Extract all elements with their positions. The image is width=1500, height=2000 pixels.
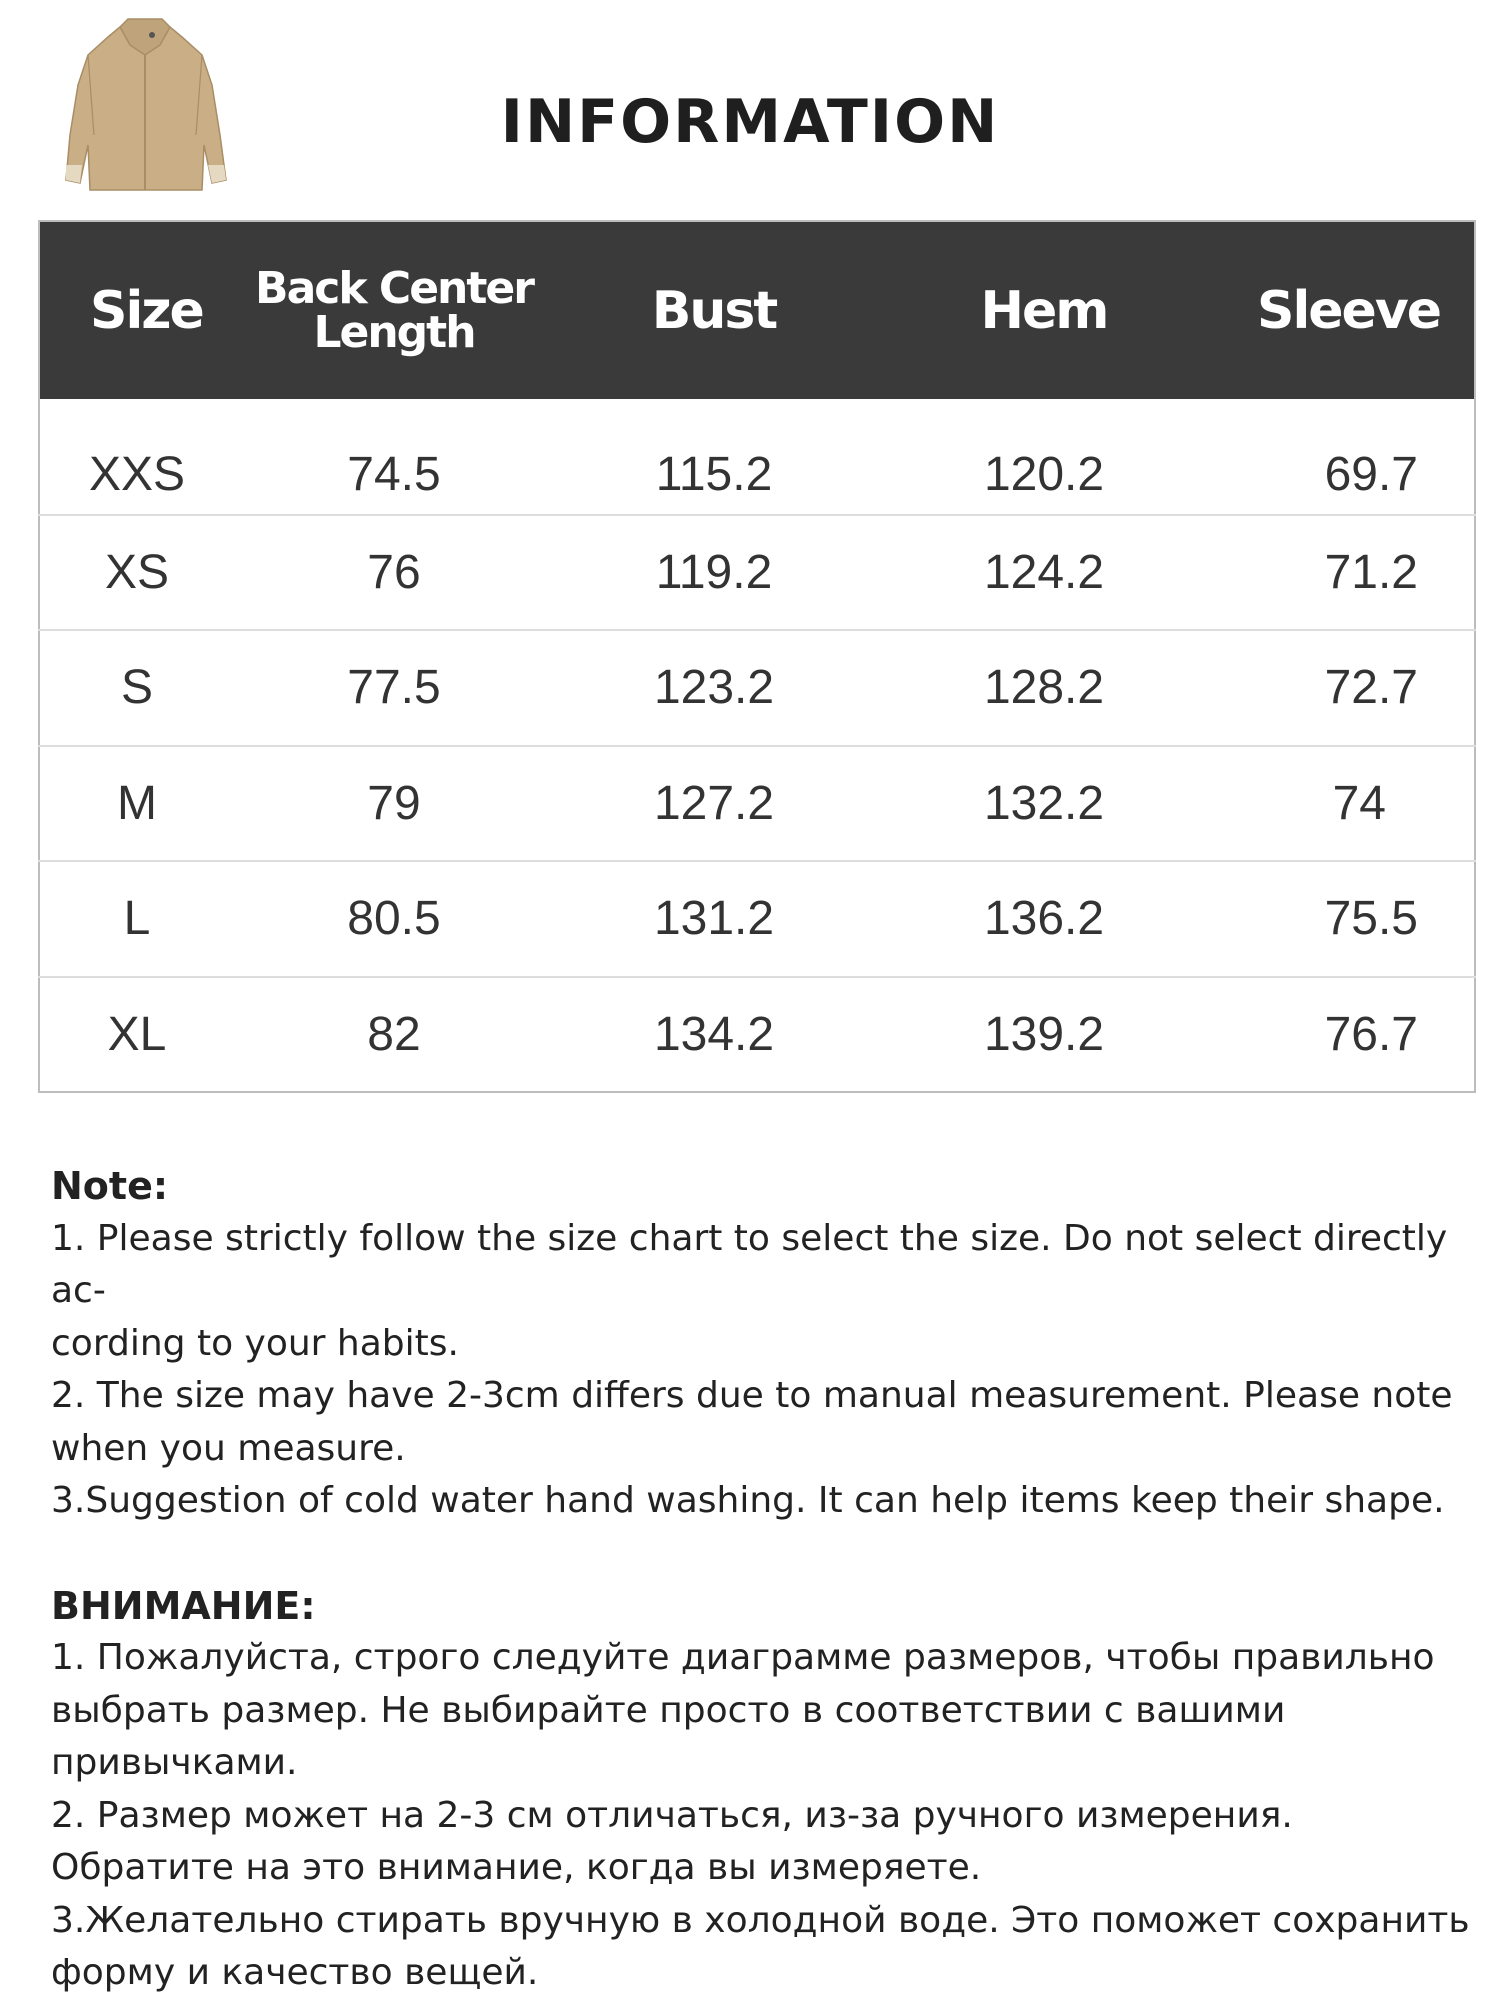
notes-en-line: 2. The size may have 2-3cm differs due to manual measurement. Please note xyxy=(51,1375,1453,1416)
table-header-row xyxy=(39,221,1475,399)
cell-back-center-length: 82 xyxy=(367,1007,421,1061)
notes-ru-line: 1. Пожалуйста, строго следуйте диаграмме размеров, чтобы правильно xyxy=(51,1637,1435,1678)
table-row xyxy=(39,630,1475,746)
cell-hem: 120.2 xyxy=(874,399,1214,515)
cell-back-center-length: 76 xyxy=(234,515,554,631)
page-title: INFORMATION xyxy=(500,87,1000,157)
column-header-hem: Hem xyxy=(980,280,1108,341)
cell-sleeve: 71.2 xyxy=(1214,515,1475,631)
notes-ru-line: Обратите на это внимание, когда вы измеряете. xyxy=(51,1847,982,1888)
cell-sleeve: 69.7 xyxy=(1214,399,1475,515)
notes-en-line: when you measure. xyxy=(51,1427,406,1469)
cell-back-center-length: 80.5 xyxy=(234,861,554,977)
notes-ru-line: привычками. xyxy=(51,1742,298,1783)
table-row xyxy=(39,399,1475,515)
cell-back-center-length: 74.5 xyxy=(234,399,554,515)
notes-en-line: 3.Suggestion of cold water hand washing. It can help items keep their shape. xyxy=(51,1480,1445,1521)
cell-hem: 139.2 xyxy=(983,1007,1105,1061)
table-row xyxy=(39,515,1475,631)
notes-en-line: cording to your habits. xyxy=(51,1322,459,1364)
column-header-back-center-length xyxy=(234,221,554,399)
cell-bust: 119.2 xyxy=(554,515,874,631)
cell-bust: 127.2 xyxy=(554,746,874,862)
notes-ru-heading: ВНИМАНИЕ: xyxy=(51,1583,316,1628)
cell-hem: 136.2 xyxy=(874,861,1214,977)
cell-back-center-length: 77.5 xyxy=(234,630,554,746)
cell-size: XXS xyxy=(39,399,234,515)
cell-bust: 131.2 xyxy=(554,861,874,977)
notes-ru-line: форму и качество вещей. xyxy=(51,1952,539,1993)
cell-size: XS xyxy=(39,515,234,631)
cell-hem: 132.2 xyxy=(874,746,1214,862)
notes-ru-line: выбрать размер. Не выбирайте просто в соответствии с вашими xyxy=(51,1689,1286,1731)
cell-back-center-length: 79 xyxy=(234,746,554,862)
column-header-back-center-line2: Length xyxy=(313,306,475,358)
notes-russian xyxy=(51,1580,1471,2000)
table-row xyxy=(39,977,1475,1093)
notes-english xyxy=(51,1160,1471,1528)
cell-sleeve: 74 xyxy=(1214,746,1475,862)
notes-ru-line: 3.Желательно стирать вручную в холодной воде. Это поможет сохранить xyxy=(51,1899,1470,1941)
cell-bust: 134.2 xyxy=(653,1007,775,1061)
notes-en-heading: Note: xyxy=(51,1164,169,1208)
notes-en-line: 1. Please strictly follow the size chart to select the size. Do not select directly ac- xyxy=(51,1217,1448,1311)
table-row xyxy=(39,746,1475,862)
cell-bust: 115.2 xyxy=(554,399,874,515)
cell-sleeve: 75.5 xyxy=(1214,861,1475,977)
column-header-back-center-line1: Back Center xyxy=(255,262,533,314)
column-header-bust: Bust xyxy=(651,280,777,341)
cell-size: L xyxy=(39,861,234,977)
cell-size: S xyxy=(39,630,234,746)
cell-sleeve: 72.7 xyxy=(1214,630,1475,746)
cell-sleeve: 76.7 xyxy=(1324,1007,1418,1061)
cell-size: XL xyxy=(107,1007,167,1061)
cell-hem: 128.2 xyxy=(874,630,1214,746)
column-header-size: Size xyxy=(90,280,203,341)
cell-size: M xyxy=(39,746,234,862)
notes-ru-line: 2. Размер может на 2-3 см отличаться, из-за ручного измерения. xyxy=(51,1794,1293,1836)
column-header-sleeve: Sleeve xyxy=(1257,280,1440,341)
table-row xyxy=(39,861,1475,977)
cell-bust: 123.2 xyxy=(554,630,874,746)
notes-section xyxy=(51,1160,1471,2000)
cell-hem: 124.2 xyxy=(874,515,1214,631)
size-chart-table xyxy=(38,220,1476,1093)
